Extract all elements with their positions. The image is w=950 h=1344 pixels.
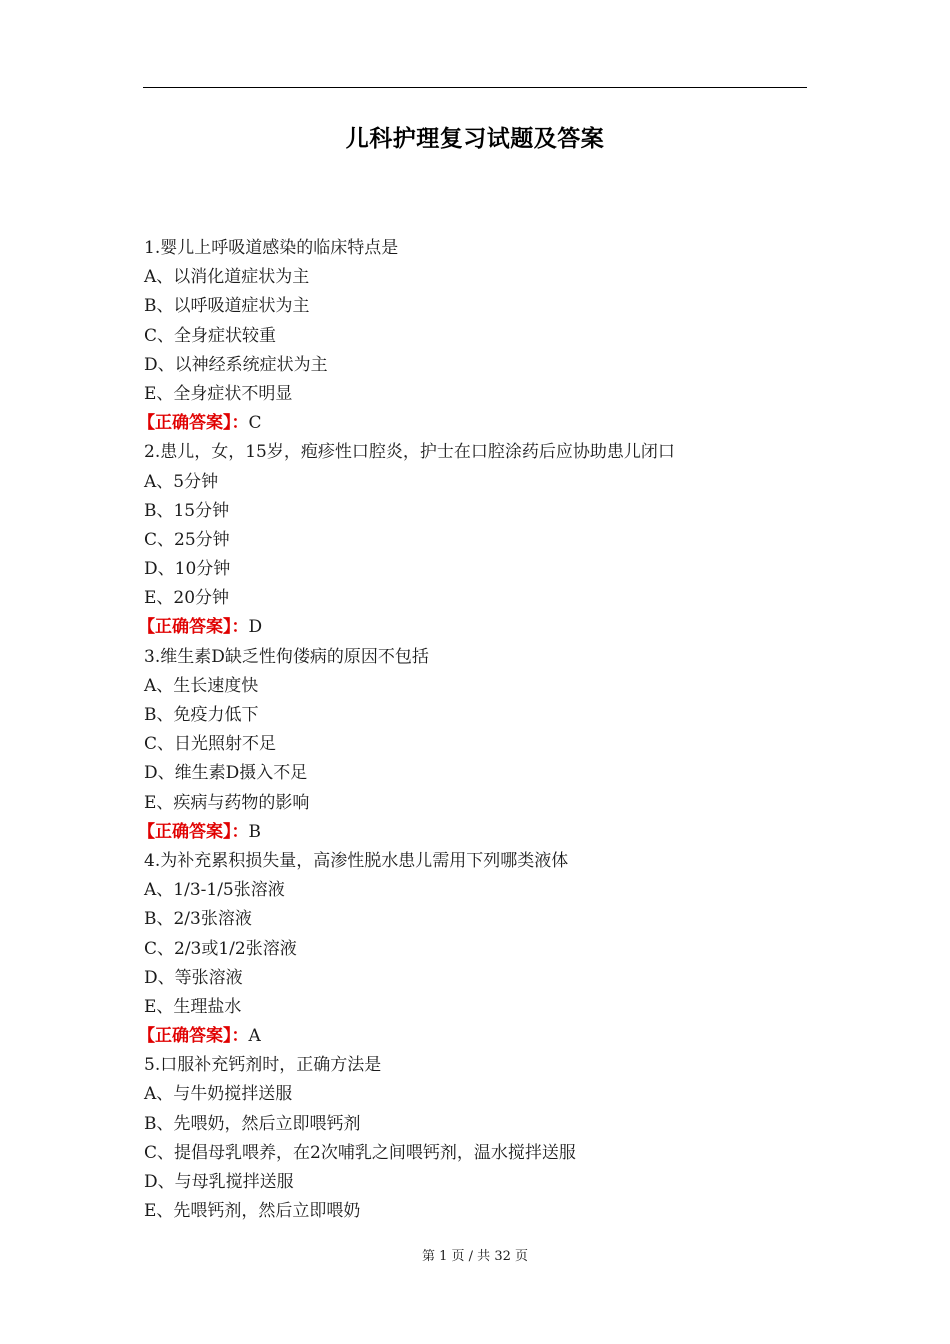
question-block bbox=[138, 643, 824, 847]
option-b: B、免疫力低下 bbox=[144, 705, 259, 725]
option-c: C、提倡母乳喂养，在2次哺乳之间喂钙剂，温水搅拌送服 bbox=[144, 1142, 576, 1163]
option-d: D、等张溶液 bbox=[144, 967, 243, 988]
option-e: E、20分钟 bbox=[144, 588, 230, 609]
question-stem: 5.口服补充钙剂时，正确方法是 bbox=[144, 1055, 382, 1076]
question-block bbox=[138, 438, 824, 642]
question-stem: 4.为补充累积损失量，高渗性脱水患儿需用下列哪类液体 bbox=[144, 850, 569, 871]
option-b: B、以呼吸道症状为主 bbox=[144, 296, 310, 317]
page-footer: 第 1 页 / 共 32 页 bbox=[422, 1249, 528, 1264]
option-c: C、2/3或1/2张溶液 bbox=[144, 938, 297, 959]
question-stem: 1.婴儿上呼吸道感染的临床特点是 bbox=[144, 238, 399, 258]
answer-label: 【正确答案】： bbox=[138, 1026, 249, 1047]
document-title: 儿科护理复习试题及答案 bbox=[345, 126, 605, 152]
question-block bbox=[138, 234, 824, 438]
option-a: A、生长速度快 bbox=[144, 675, 259, 696]
answer-value: C bbox=[248, 413, 262, 434]
option-a: A、以消化道症状为主 bbox=[144, 267, 310, 288]
option-c: C、全身症状较重 bbox=[144, 325, 277, 346]
question-block bbox=[144, 1051, 824, 1226]
option-b: B、2/3张溶液 bbox=[144, 909, 252, 930]
question-stem: 2.患儿，女，15岁，疱疹性口腔炎，护士在口腔涂药后应协助患儿闭口 bbox=[144, 442, 675, 463]
answer-label: 【正确答案】： bbox=[138, 821, 249, 842]
answer-value: D bbox=[248, 617, 263, 638]
option-d: D、维生素D摄入不足 bbox=[144, 763, 308, 784]
option-a: A、1/3-1/5张溶液 bbox=[144, 880, 285, 901]
option-c: C、25分钟 bbox=[144, 529, 230, 550]
option-e: E、疾病与药物的影响 bbox=[144, 792, 310, 813]
option-a: A、5分钟 bbox=[144, 471, 219, 492]
question-list bbox=[138, 234, 824, 1226]
option-b: B、15分钟 bbox=[144, 500, 230, 521]
answer-line bbox=[138, 1022, 824, 1051]
answer-label: 【正确答案】： bbox=[138, 413, 249, 434]
option-b: B、先喂奶，然后立即喂钙剂 bbox=[144, 1113, 361, 1134]
option-e: E、先喂钙剂，然后立即喂奶 bbox=[144, 1201, 361, 1222]
option-d: D、10分钟 bbox=[144, 559, 231, 580]
answer-label: 【正确答案】： bbox=[138, 617, 249, 638]
option-d: D、以神经系统症状为主 bbox=[144, 354, 328, 375]
answer-line bbox=[138, 409, 824, 438]
answer-line bbox=[138, 613, 824, 642]
answer-line bbox=[138, 818, 824, 847]
question-block bbox=[138, 847, 824, 1051]
question-stem: 3.维生素D缺乏性佝偻病的原因不包括 bbox=[144, 646, 429, 667]
header-rule bbox=[143, 87, 807, 88]
option-a: A、与牛奶搅拌送服 bbox=[144, 1084, 293, 1105]
option-d: D、与母乳搅拌送服 bbox=[144, 1172, 294, 1192]
option-c: C、日光照射不足 bbox=[144, 734, 277, 755]
answer-value: B bbox=[248, 821, 261, 842]
option-e: E、全身症状不明显 bbox=[144, 383, 293, 404]
answer-value: A bbox=[248, 1026, 261, 1047]
option-e: E、生理盐水 bbox=[144, 996, 242, 1017]
